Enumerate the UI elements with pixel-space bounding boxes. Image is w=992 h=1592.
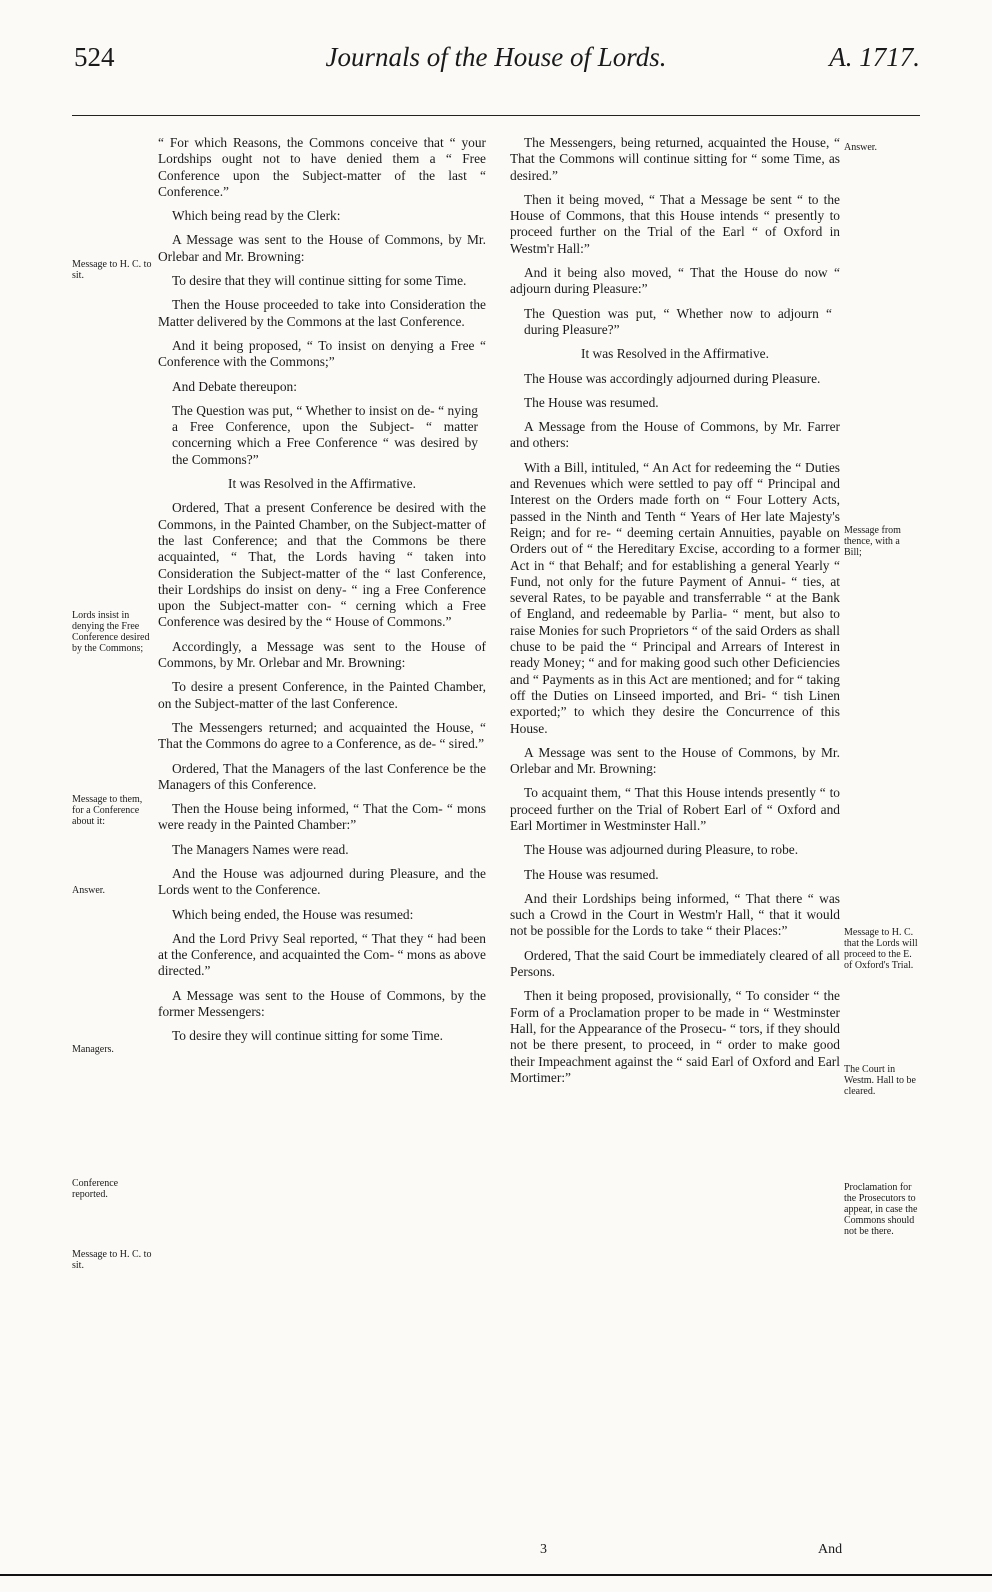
paragraph: A Message was sent to the House of Commons, by the former Messengers:: [158, 987, 486, 1020]
paragraph: The Messengers returned; and acquainted the House, “ That the Commons do agree to a Conference, as de- “ sired.”: [158, 719, 486, 752]
footer-rule: [0, 1574, 992, 1576]
margin-note: Managers.: [72, 1044, 114, 1055]
paragraph: Ordered, That the Managers of the last Conference be the Managers of this Conference.: [158, 760, 486, 792]
paragraph: With a Bill, intituled, “ An Act for redeeming the “ Duties and Revenues which were settled to pay off “ Principal and Interest on the Orders made forth on “ Four Lottery Acts, passed in the Ninth and Tenth “ Years of Her late Majesty's Reign; and for re- “ deeming certain Annuities, payable on Orders out of “ the Hereditary Excise, according to a former Act in “ that Behalf; and for establishing a general Yearly “ Fund, not only for the future Payment of Annui- “ ties, at several Rates, to be payable and transferrable “ at the Bank of England, and redeemable by Parlia- “ ment, but also to raise Monies for such Proprietors “ of the said Orders as shall chuse to be paid the “ Principal and Arrears of Interest in ready Money; “ and for making good such other Deficiencies and “ Payments as in this Act are mentioned; and for “ taking off the Duties on Linseed imported, and Bri- “ tish Linen exported;” to which they desire the Concurrence of this House.: [510, 459, 840, 736]
paragraph: The Question was put, “ Whether to insist on de- “ nying a Free Conference, upon the Subject- “ matter concerning which a Free Conference “ was desired by the Commons?”: [172, 402, 478, 467]
signature-mark: 3: [540, 1542, 547, 1557]
paragraph: A Message from the House of Commons, by Mr. Farrer and others:: [510, 419, 840, 451]
header-rule: [72, 115, 920, 116]
paragraph: The House was accordingly adjourned during Pleasure.: [524, 370, 821, 386]
paragraph: Accordingly, a Message was sent to the House of Commons, by Mr. Orlebar and Mr. Browning:: [158, 638, 486, 671]
margin-note: Message from thence, with a Bill;: [844, 525, 901, 558]
paragraph: Then the House proceeded to take into Consideration the Matter delivered by the Commons at the last Conference.: [158, 297, 486, 329]
catchword: And: [818, 1542, 843, 1557]
paragraph: And their Lordships being informed, “ That there “ was such a Crowd in the Court in Westm'r Hall, “ that it would not be possible for the Lords to take “ their Places:”: [510, 890, 840, 939]
paragraph: And Debate thereupon:: [172, 378, 297, 394]
paragraph: To desire they will continue sitting for some Time.: [172, 1028, 443, 1044]
margin-note: Message to H. C. that the Lords will proceed to the E. of Oxford's Trial.: [844, 927, 918, 971]
paragraph: Which being ended, the House was resumed:: [172, 906, 414, 922]
margin-note: Message to H. C. to sit.: [72, 1249, 152, 1271]
paragraph: To acquaint them, “ That this House intends presently “ to proceed further on the Trial of Robert Earl of “ Oxford and Earl Mortimer in Westminster Hall.”: [510, 785, 840, 833]
right-column: [510, 135, 840, 1094]
paragraph: To desire a present Conference, in the Painted Chamber, on the Subject-matter of the last Conference.: [158, 679, 486, 711]
paragraph: And the House was adjourned during Pleasure, and the Lords went to the Conference.: [158, 865, 486, 898]
margin-note: Lords insist in denying the Free Conference desired by the Commons;: [72, 610, 150, 654]
paragraph: It was Resolved in the Affirmative.: [228, 476, 416, 492]
margin-note: Answer.: [844, 142, 878, 153]
margin-note: Proclamation for the Prosecutors to appear, in case the Commons should not be there.: [844, 1182, 918, 1237]
paragraph: And it being proposed, “ To insist on denying a Free “ Conference with the Commons;”: [158, 337, 486, 370]
paragraph: The Messengers, being returned, acquainted the House, “ That the Commons will continue sitting for “ some Time, as desired.”: [510, 135, 840, 183]
journal-year: A. 1717.: [829, 42, 920, 72]
journal-title: Journals of the House of Lords.: [325, 42, 667, 72]
margin-note: Conference reported.: [72, 1178, 119, 1200]
paragraph: The House was adjourned during Pleasure, to robe.: [524, 842, 799, 858]
paragraph: It was Resolved in the Affirmative.: [581, 346, 769, 362]
paragraph: Then it being proposed, provisionally, “ To consider “ the Form of a Proclamation proper to be made in “ Westminster Hall, for the Appearance of the Prosecu- “ tors, if they should not be there present, to proceed, in “ order to make good their Impeachment against the “ said Earl of Oxford and Earl Mortimer:”: [510, 988, 840, 1085]
paragraph: The Question was put, “ Whether now to adjourn “ during Pleasure?”: [524, 305, 832, 337]
paragraph: A Message was sent to the House of Commons, by Mr. Orlebar and Mr. Browning:: [158, 232, 486, 264]
paragraph: Ordered, That a present Conference be desired with the Commons, in the Painted Chamber, on the Subject-matter of the last Conference; and that the Commons be there acquainted, “ That, the Lords having “ taken into Consideration the Subject-matter of the “ last Conference, their Lordships do insist on deny- “ ing a Free Conference upon the Subject-matter con- “ cerning which a Free Conference was desired by the “ House of Commons.”: [158, 500, 486, 630]
paragraph: Ordered, That the said Court be immediately cleared of all Persons.: [510, 947, 840, 980]
margin-note: The Court in Westm. Hall to be cleared.: [844, 1064, 916, 1097]
paragraph: Then it being moved, “ That a Message be sent “ to the House of Commons, that this House intends “ presently to proceed further on the Trial of the Earl “ of Oxford in Westm'r Hall:”: [510, 191, 840, 256]
paragraph: To desire that they will continue sitting for some Time.: [172, 273, 467, 289]
paragraph: And it being also moved, “ That the House do now “ adjourn during Pleasure:”: [510, 265, 840, 297]
paragraph: And the Lord Privy Seal reported, “ That they “ had been at the Conference, and acquainted the Com- “ mons as above directed.”: [158, 930, 486, 979]
paragraph: “ For which Reasons, the Commons conceive that “ your Lordships ought not to have denied them a “ Free Conference upon the Subject-matter of the last “ Conference.”: [158, 135, 486, 199]
page-number: 524: [74, 42, 115, 72]
page-header: [0, 0, 992, 72]
margin-note: Message to H. C. to sit.: [72, 259, 152, 281]
paragraph: Which being read by the Clerk:: [172, 208, 341, 224]
left-column: [158, 135, 486, 1053]
paragraph: Then the House being informed, “ That the Com- “ mons were ready in the Painted Chamber:”: [158, 801, 486, 833]
margin-note: Message to them, for a Conference about it:: [72, 794, 143, 827]
margin-note: Answer.: [72, 885, 106, 896]
paragraph: A Message was sent to the House of Commons, by Mr. Orlebar and Mr. Browning:: [510, 744, 840, 777]
paragraph: The Managers Names were read.: [172, 841, 349, 857]
paragraph: The House was resumed.: [524, 866, 659, 882]
paragraph: The House was resumed.: [524, 394, 659, 410]
